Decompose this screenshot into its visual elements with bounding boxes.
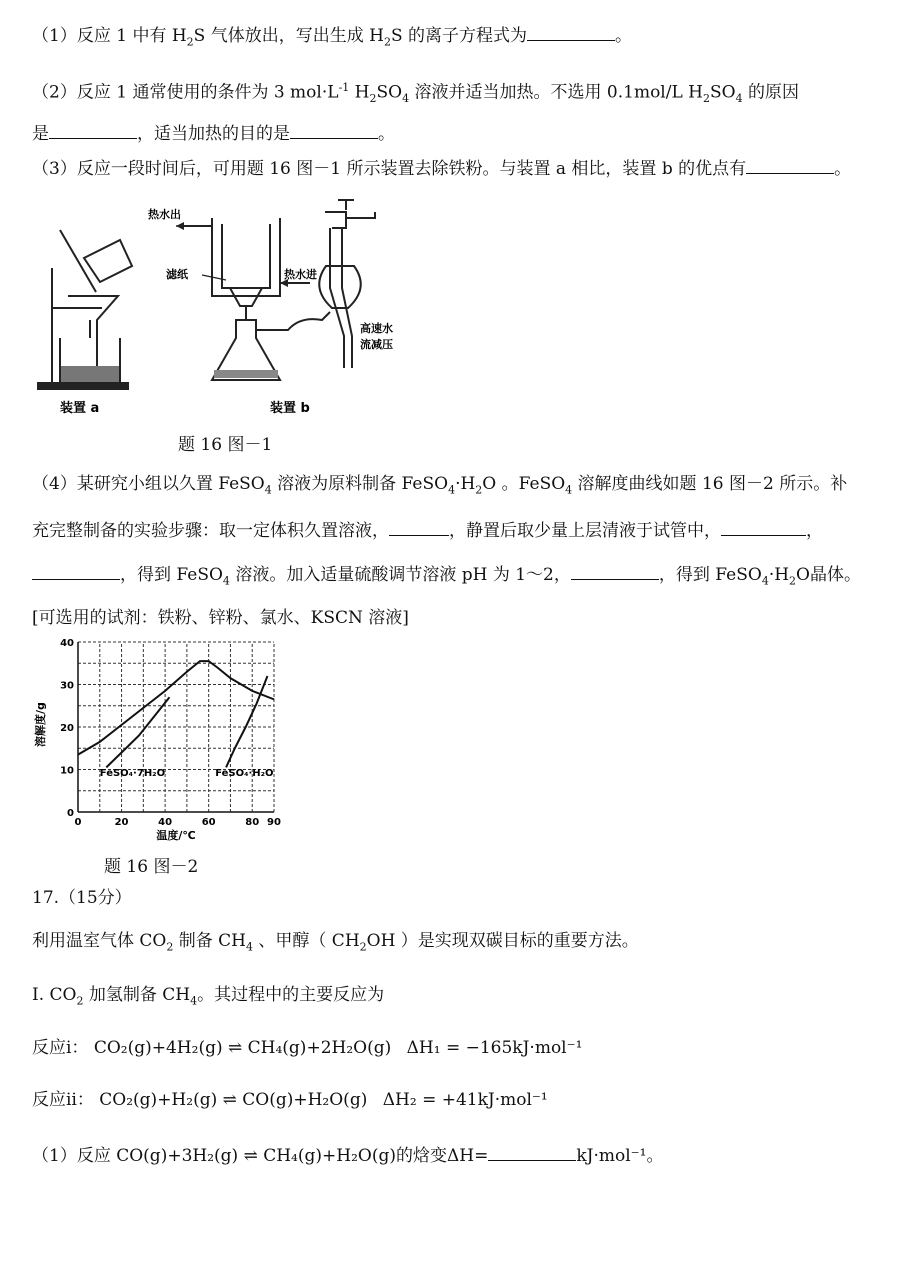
answer-blank[interactable]	[32, 561, 120, 580]
answer-blank[interactable]	[721, 517, 806, 536]
sub: 2	[359, 940, 367, 954]
q16-part1	[32, 22, 632, 54]
answer-blank[interactable]	[290, 120, 378, 139]
figure-1-caption: 题 16 图－1	[178, 435, 273, 455]
sub: 4	[761, 574, 769, 588]
text: OH ）是实现双碳目标的重要方法。	[366, 931, 639, 951]
answer-blank[interactable]	[49, 120, 137, 139]
text: 、甲醇（ CH	[253, 931, 360, 951]
sub: 2	[369, 92, 377, 106]
sub: 2	[703, 92, 710, 106]
text: SO	[376, 82, 403, 103]
equation: CO₂(g)+H₂(g) ⇌ CO(g)+H₂O(g)	[99, 1090, 368, 1110]
text: 溶液。加入适量硫酸调节溶液 pH 为 1～2，	[229, 565, 571, 585]
series	[78, 661, 274, 767]
text: ·H	[455, 474, 476, 494]
sub: 2	[76, 994, 84, 1008]
reaction-ii	[32, 1088, 548, 1112]
sub: 4	[246, 940, 253, 954]
text: （4）某研究小组以久置 FeSO	[32, 474, 265, 494]
series-line	[226, 676, 267, 767]
text: 利用温室气体 CO	[32, 931, 167, 951]
y-tick-label: 20	[60, 723, 74, 734]
y-axis-label: 溶解度/g	[34, 702, 47, 747]
sub: 2	[186, 35, 194, 49]
text: S 气体放出，写出生成 H	[193, 26, 384, 46]
label-hot-out: 热水出	[148, 208, 181, 221]
label-filter-paper: 滤纸	[166, 268, 188, 281]
text: 。	[615, 26, 633, 46]
text: 制备 CH	[173, 931, 246, 951]
x-tick-label: 80	[245, 817, 260, 828]
text: （3）反应一段时间后，可用题 16 图－1 所示装置去除铁粉。与装置 a 相比，装置 b 的优点有	[32, 159, 747, 179]
equation: CO(g)+3H₂(g) ⇌ CH₄(g)+H₂O(g)	[116, 1146, 396, 1166]
text: （1）反应 1 中有 H	[32, 26, 187, 46]
text: O晶体。	[796, 565, 861, 585]
axes	[60, 638, 281, 828]
text: kJ·mol⁻¹。	[576, 1146, 664, 1166]
text: 的焓变ΔH=	[396, 1146, 489, 1166]
q16-part2-cont	[32, 120, 395, 146]
label-pump-2: 流减压	[360, 338, 393, 351]
text: 充完整制备的实验步骤：取一定体积久置溶液，	[32, 521, 389, 541]
answer-blank[interactable]	[488, 1142, 576, 1161]
reagents-note: [可选用的试剂：铁粉、锌粉、氯水、KSCN 溶液]	[32, 608, 409, 628]
apparatus-figure	[30, 188, 410, 428]
text: 溶解度曲线如题 16 图－2 所示。补	[572, 474, 848, 494]
sub: 4	[735, 92, 743, 106]
enthalpy: ΔH₁ = −165kJ·mol⁻¹	[406, 1038, 583, 1058]
sub: 4	[190, 994, 198, 1008]
text: 溶液并适当加热。不选用 0.1mol/L H	[409, 82, 703, 103]
x-axis-label: 温度/℃	[156, 829, 196, 842]
text: ，静置后取少量上层清液于试管中，	[449, 521, 721, 541]
sub: 4	[402, 92, 410, 106]
q17-part1-head	[32, 983, 384, 1013]
curve-annotation: FeSO₄·7H₂O	[99, 767, 166, 779]
enthalpy: ΔH₂ = +41kJ·mol⁻¹	[382, 1090, 548, 1110]
sub: 2	[475, 483, 483, 497]
sub: 2	[789, 574, 797, 588]
label-apparatus-a: 装置 a	[60, 401, 100, 416]
text: 加氢制备 CH	[83, 985, 191, 1005]
text: 反应ⅱ：	[32, 1090, 94, 1110]
x-tick-label: 60	[201, 817, 216, 828]
sub: 2	[166, 940, 174, 954]
sub: 4	[264, 483, 272, 497]
text: 的原因	[742, 82, 799, 103]
label-apparatus-b: 装置 b	[270, 401, 310, 416]
series-line	[106, 697, 169, 767]
text: O 。FeSO	[482, 474, 566, 494]
text: 。	[378, 124, 395, 144]
q16-part3	[32, 155, 851, 181]
q16-part4-cont	[32, 517, 823, 543]
x-tick-label: 20	[114, 817, 129, 828]
sup: -1	[338, 81, 350, 94]
x-tick-label: 90	[267, 817, 281, 828]
text: SO	[710, 82, 736, 103]
text: 是	[32, 124, 49, 144]
text: 溶液为原料制备 FeSO	[271, 474, 449, 494]
y-tick-label: 40	[60, 638, 74, 649]
y-tick-label: 0	[67, 808, 74, 819]
figure-2-caption: 题 16 图－2	[104, 857, 199, 877]
sub: 4	[222, 574, 230, 588]
sub: 4	[448, 483, 456, 497]
text: 。	[834, 159, 852, 179]
y-tick-label: 30	[60, 680, 74, 692]
q16-part2	[32, 76, 799, 111]
reaction-i	[32, 1036, 582, 1060]
label-pump-1: 高速水	[360, 322, 393, 335]
curve-annotation: FeSO₄·H₂O	[215, 767, 274, 779]
answer-blank[interactable]	[746, 155, 834, 174]
x-tick-label: 40	[158, 817, 173, 828]
sub: 4	[565, 483, 573, 497]
text: ，适当加热的目的是	[137, 124, 290, 144]
sub: 2	[383, 35, 391, 49]
series-line	[78, 661, 274, 755]
text: S 的离子方程式为	[390, 26, 528, 46]
text: ，	[806, 521, 823, 541]
text: H	[349, 82, 370, 103]
answer-blank[interactable]	[527, 22, 615, 41]
solubility-chart	[30, 632, 290, 842]
q16-part4-cont2	[32, 561, 861, 593]
y-tick-label: 10	[60, 765, 74, 777]
text: ，得到 FeSO	[120, 565, 223, 585]
equation: CO₂(g)+4H₂(g) ⇌ CH₄(g)+2H₂O(g)	[93, 1038, 392, 1058]
text: （1）反应	[32, 1146, 117, 1166]
q17-heading: 17.（15分）	[32, 888, 132, 908]
text: Ⅰ. CO	[32, 985, 77, 1005]
q17-q1	[32, 1142, 663, 1168]
text: ，得到 FeSO	[658, 565, 762, 585]
x-tick-label: 0	[74, 817, 82, 828]
text: 。其过程中的主要反应为	[197, 985, 385, 1005]
q16-part4	[32, 472, 847, 502]
text: （2）反应 1 通常使用的条件为 3 mol·L	[32, 82, 339, 103]
text: ·H	[768, 565, 790, 585]
text: 反应ⅰ：	[32, 1038, 89, 1058]
answer-blank[interactable]	[389, 517, 449, 536]
label-hot-in: 热水进	[284, 268, 317, 281]
answer-blank[interactable]	[571, 561, 659, 580]
q17-intro	[32, 929, 639, 959]
